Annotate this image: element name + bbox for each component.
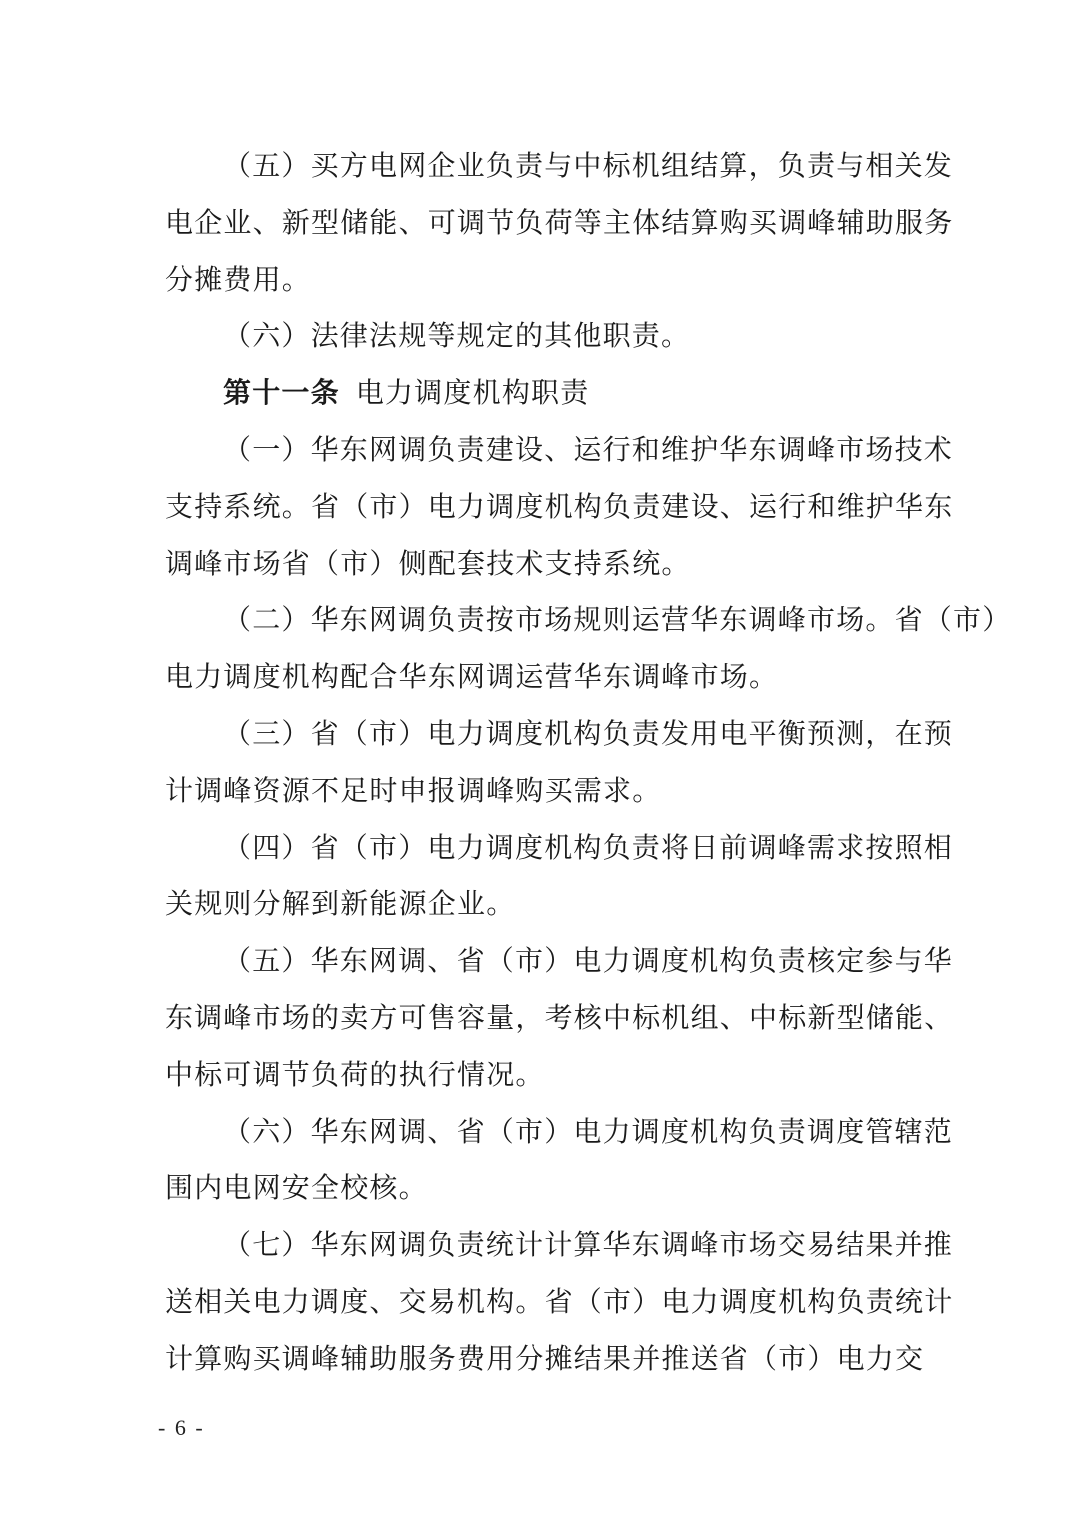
paragraph-line: 电力调度机构配合华东网调运营华东调峰市场。 (165, 660, 779, 694)
paragraph-line: 送相关电力调度、交易机构。省（市）电力调度机构负责统计 (165, 1284, 954, 1318)
paragraph-line: 中标可调节负荷的执行情况。 (165, 1057, 545, 1091)
paragraph-line: 关规则分解到新能源企业。 (165, 887, 516, 921)
paragraph-line: （六）华东网调、省（市）电力调度机构负责调度管辖范 (223, 1114, 954, 1148)
article-item-7 (165, 1217, 954, 1387)
paragraph-line: （五）华东网调、省（市）电力调度机构负责核定参与华 (223, 944, 954, 978)
paragraph-item-5-buyer-grid (165, 138, 954, 308)
article-number: 第十一条 (223, 376, 340, 410)
article-item-5 (165, 933, 954, 1103)
article-item-2 (165, 592, 1012, 706)
article-item-4 (165, 820, 954, 934)
paragraph-line: （七）华东网调负责统计计算华东调峰市场交易结果并推 (223, 1228, 954, 1262)
paragraph-line: 电企业、新型储能、可调节负荷等主体结算购买调峰辅助服务 (165, 205, 954, 239)
article-item-6 (165, 1104, 954, 1218)
paragraph-line: （六）法律法规等规定的其他职责。 (223, 319, 691, 353)
paragraph-item-6-other-duties (165, 308, 920, 365)
paragraph-line: （一）华东网调负责建设、运行和维护华东调峰市场技术 (223, 432, 954, 466)
paragraph-line: （三）省（市）电力调度机构负责发用电平衡预测，在预 (223, 716, 954, 750)
paragraph-line: 东调峰市场的卖方可售容量，考核中标机组、中标新型储能、 (165, 1000, 954, 1034)
paragraph-line: 支持系统。省（市）电力调度机构负责建设、运行和维护华东 (165, 489, 954, 523)
paragraph-line: 调峰市场省（市）侧配套技术支持系统。 (165, 546, 691, 580)
paragraph-line: （二）华东网调负责按市场规则运营华东调峰市场。省（市） (223, 603, 1012, 637)
paragraph-line: 分摊费用。 (165, 262, 312, 296)
paragraph-line: 计算购买调峰辅助服务费用分摊结果并推送省（市）电力交 (165, 1341, 925, 1375)
paragraph-line: （四）省（市）电力调度机构负责将日前调峰需求按照相 (223, 830, 954, 864)
paragraph-line: 计调峰资源不足时申报调峰购买需求。 (165, 773, 662, 807)
document-body (165, 138, 1012, 1388)
paragraph-line: 围内电网安全校核。 (165, 1171, 428, 1205)
article-item-3 (165, 706, 954, 820)
article-item-1 (165, 422, 954, 592)
article-heading (165, 365, 920, 422)
page-number: - 6 - (158, 1415, 205, 1440)
article-title: 电力调度机构职责 (355, 376, 590, 410)
paragraph-line: （五）买方电网企业负责与中标机组结算，负责与相关发 (223, 149, 954, 182)
